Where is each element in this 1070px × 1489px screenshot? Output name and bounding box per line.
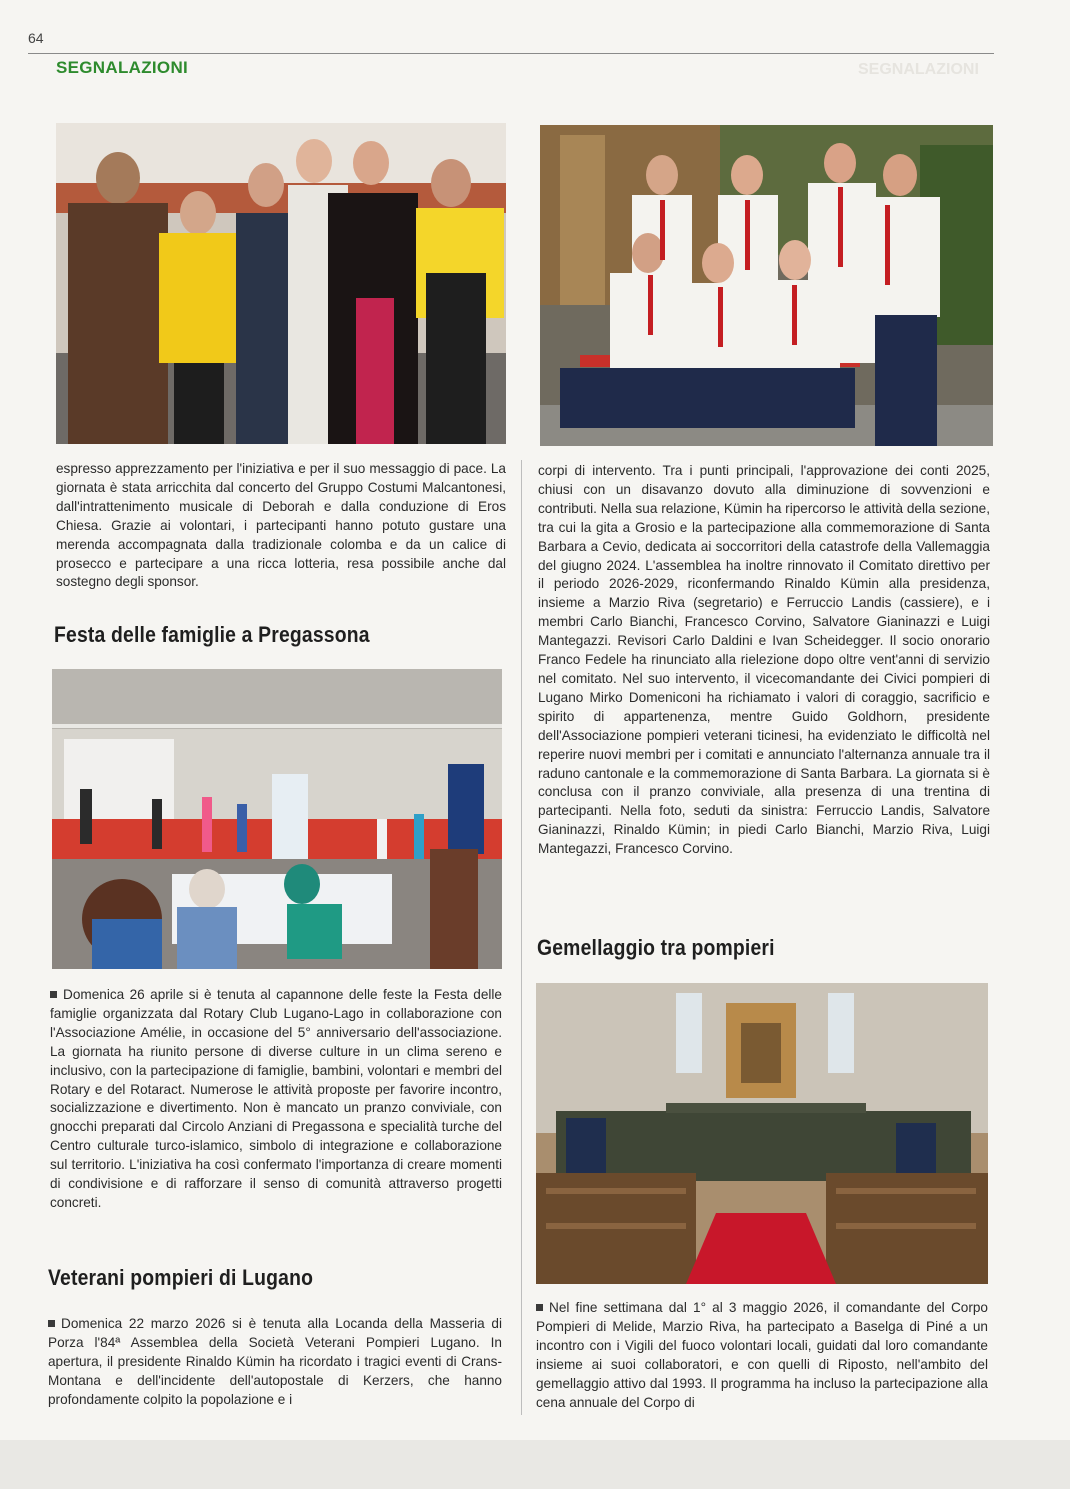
page-number: 64	[28, 30, 44, 46]
article-headline-festa-famiglie: Festa delle famiglie a Pregassona	[54, 622, 370, 647]
page-bottom-margin	[0, 1440, 1070, 1489]
bullet-marker	[536, 1304, 543, 1311]
bullet-marker	[48, 1320, 55, 1327]
article-body-gemellaggio	[536, 1299, 988, 1412]
column-divider	[521, 460, 522, 1415]
article-headline-veterani: Veterani pompieri di Lugano	[48, 1265, 314, 1290]
article-body-festa-famiglie	[50, 986, 502, 1213]
header-rule	[28, 53, 994, 54]
photo-gemellaggio-church	[536, 983, 988, 1284]
article-body-text: Domenica 22 marzo 2026 si è tenuta alla Locanda della Masseria di Porza l'84ª Assemblea della Società Veterani Pompieri Lugano. In apertura, il presidente Rinaldo Kümin ha ricordato i tragici eventi di Crans-Montana e dell'incidente dell'autopostale di Kerzers, che hanno profondamente colpito la popolazione e i	[48, 1316, 502, 1407]
intro-paragraph: espresso apprezzamento per l'iniziativa e per il suo messaggio di pace. La giornata è stata arricchita dal concerto del Gruppo Costumi Malcantonesi, dall'intrattenimento musicale di Deborah e dalla conduzione di Eros Chiesa. Grazie ai volontari, i partecipanti hanno potuto gustare una merenda accompagnata dalla tradizionale colomba e da un calice di prosecco e partecipare a una ricca lotteria, resa possibile anche dal sostegno degli sponsor.	[56, 461, 506, 590]
veterani-continued-paragraph: corpi di intervento. Tra i punti principali, l'approvazione dei conti 2025, chiusi con un disavanzo dovuto alla diminuzione di sovvenzioni e contributi. Nella sua relazione, Kümin ha ripercorso le attività della sezione, tra cui la gita a Grosio e la partecipazione alla commemorazione di Santa Barbara a Cevio, dedicata ai soccorritori della catastrofe della Vallemaggia del giugno 2024. L'assemblea ha inoltre rinnovato il Comitato direttivo per il periodo 2026-2029, riconfermando Rinaldo Kümin alla presidenza, insieme a Marzio Riva (segretario) e Ferruccio Landis (cassiere), e i membri Carlo Bianchi, Francesco Corvino, Salvatore Gianinazzi e Luigi Mantegazzi. Revisori Carlo Daldini e Ivan Scheidegger. Il socio onorario Franco Fedele ha rinunciato alla rielezione dopo oltre vent'anni di servizio nel comitato. Nel suo intervento, il vicecomandante dei Civici pompieri di Lugano Mirko Domeniconi ha richiamato i valori di coraggio, sacrificio e spirito di appartenenza, mentre Guido Goldhorn, presidente dell'Associazione pompieri veterani ticinesi, ha evidenziato le difficoltà nel reperire nuovi membri per i comitati e annunciato l'alternanza annuale tra il raduno cantonale e la commemorazione di Santa Barbara. La giornata si è conclusa con il pranzo conviviale, alla presenza di una trentina di partecipanti. Nella foto, seduti da sinistra: Ferruccio Landis, Salvatore Gianinazzi, Rinaldo Kümin; in piedi Carlo Bianchi, Marzio Riva, Luigi Mantegazzi, Francesco Corvino.	[538, 463, 990, 857]
bleed-through-section-label: SEGNALAZIONI	[858, 61, 979, 78]
photo-veterani-pompieri	[540, 125, 993, 446]
photo-group-with-bishop	[56, 123, 506, 444]
article-body-text: Domenica 26 aprile si è tenuta al capannone delle feste la Festa delle famiglie organizzata dal Rotary Club Lugano-Lago in collaborazione con l'Associazione Amélie, in occasione del 5° anniversario dell'associazione. La giornata ha riunito persone di diverse culture in un clima sereno e inclusivo, con la partecipazione di famiglie, bambini, volontari e membri del Rotary e del Rotaract. Numerose le attività proposte per favorire incontro, socializzazione e divertimento. Non è mancato un pranzo conviviale, con gnocchi preparati dal Circolo Anziani di Pregassona e specialità turche del Centro culturale turco-islamico, simbolo di integrazione e collaborazione sul territorio. L'iniziativa ha così confermato l'importanza di creare momenti di condivisione e di rafforzare il senso di comunità attraverso progetti concreti.	[50, 987, 502, 1210]
article-body-text: Nel fine settimana dal 1° al 3 maggio 2026, il comandante del Corpo Pompieri di Melide, Marzio Riva, ha partecipato a Baselga di Piné a un incontro con i Vigili del fuoco volontari locali, guidati dal loro comandante insieme ai suoi collaboratori, e con quelli di Riposto, nell'ambito del gemellaggio attivo dal 1993. Il programma ha incluso la partecipazione alla cena annuale del Corpo di	[536, 1300, 988, 1410]
section-label: SEGNALAZIONI	[56, 58, 189, 77]
article-body-veterani	[48, 1315, 502, 1410]
bullet-marker	[50, 991, 57, 998]
photo-festa-famiglie	[52, 669, 502, 969]
article-headline-gemellaggio: Gemellaggio tra pompieri	[537, 935, 775, 960]
